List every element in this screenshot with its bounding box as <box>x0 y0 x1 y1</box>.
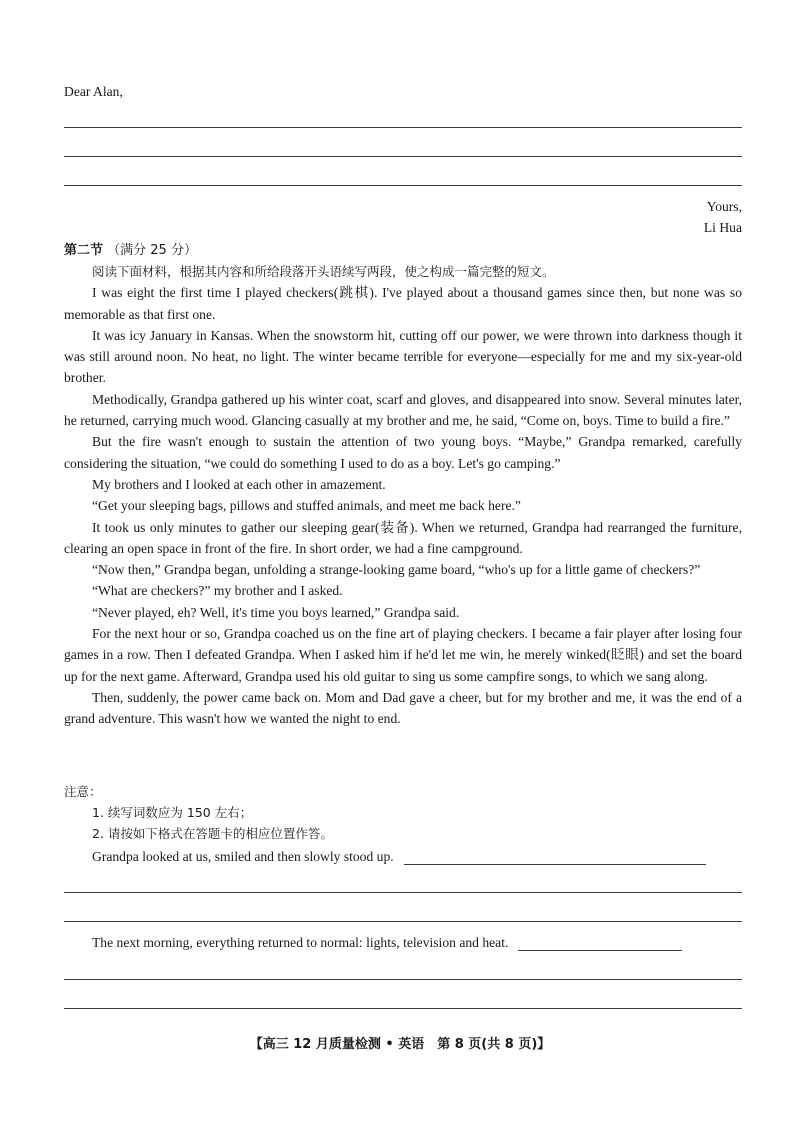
notes-label: 注意： <box>64 784 102 799</box>
story-paragraph: “Never played, eh? Well, it's time you boys learned,” Grandpa said. <box>92 604 460 620</box>
prompt-text: Grandpa looked at us, smiled and then slowly stood up. <box>92 849 394 864</box>
note-item: 1. 续写词数应为 150 左右； <box>92 805 253 820</box>
section-score: （满分 25 分） <box>107 243 197 258</box>
section-title: 第二节 <box>64 243 104 258</box>
story-paragraph: For the next hour or so, Grandpa coached us on the fine art of playing checkers. I became a fair player after losing four games in a row. Then I defeated Grandpa. When I asked him if he'd let me win, he merely winked(眨眼) and set the board up for the next game. Afterward, Grandpa used his old guitar to sing us some campfire songs, to which we sang along. <box>64 626 742 684</box>
page-footer: 【高三 12 月质量检测 • 英语 第 8 页(共 8 页)】 <box>249 1037 551 1052</box>
writing-line <box>64 156 742 157</box>
story-paragraph: It was icy January in Kansas. When the snowstorm hit, cutting off our power, we were thrown into darkness though it was still around noon. No heat, no light. The winter became terrible for everyone—especially for me and my six-year-old brother. <box>64 327 742 386</box>
story-text <box>64 261 742 730</box>
answer-line[interactable] <box>518 936 682 951</box>
letter-greeting: Dear Alan, <box>64 84 123 99</box>
story-paragraph: “Now then,” Grandpa began, unfolding a strange-looking game board, “who's up for a little game of checkers?” <box>92 562 701 578</box>
story-paragraph: I was eight the first time I played checkers(跳棋). I've played about a thousand games since then, but none was so memorable as that first one. <box>64 285 742 322</box>
story-paragraph: But the fire wasn't enough to sustain the attention of two young boys. “Maybe,” Grandpa remarked, carefully considering the situation, “we could do something I used to do as a boy. Let's go camping.” <box>64 434 742 471</box>
prompt-text: The next morning, everything returned to normal: lights, television and heat. <box>92 935 509 950</box>
story-paragraph: It took us only minutes to gather our sleeping gear(装备). When we returned, Grandpa had rearranged the furniture, clearing an open space in front of the fire. In short order, we had a fine campground. <box>64 519 742 556</box>
answer-line[interactable] <box>64 1008 742 1009</box>
letter-signature: Li Hua <box>703 220 742 235</box>
continuation-prompt-2 <box>92 935 682 951</box>
story-paragraph: “What are checkers?” my brother and I asked. <box>92 583 343 599</box>
answer-line[interactable] <box>64 979 742 980</box>
note-item: 2. 请按如下格式在答题卡的相应位置作答。 <box>92 826 333 841</box>
section-heading <box>64 239 197 258</box>
letter-closing: Yours, <box>706 199 742 214</box>
writing-line <box>64 127 742 128</box>
story-paragraph: Methodically, Grandpa gathered up his winter coat, scarf and gloves, and disappeared into snow. Several minutes later, he returned, carrying much wood. Glancing casually at my brother and me, he said, “Come on, boys. Time to build a fire.” <box>64 391 742 429</box>
story-paragraph: My brothers and I looked at each other in amazement. <box>92 476 386 492</box>
answer-line[interactable] <box>404 850 706 865</box>
notes-block <box>64 781 333 844</box>
answer-line[interactable] <box>64 921 742 922</box>
section-instruction: 阅读下面材料，根据其内容和所给段落开头语续写两段，使之构成一篇完整的短文。 <box>92 264 555 279</box>
continuation-prompt-1 <box>92 849 706 865</box>
answer-line[interactable] <box>64 892 742 893</box>
story-paragraph: Then, suddenly, the power came back on. Mom and Dad gave a cheer, but for my brother and me, it was the end of a grand adventure. This wasn't how we wanted the night to end. <box>64 689 742 727</box>
writing-line <box>64 185 742 186</box>
story-paragraph: “Get your sleeping bags, pillows and stuffed animals, and meet me back here.” <box>92 498 521 514</box>
